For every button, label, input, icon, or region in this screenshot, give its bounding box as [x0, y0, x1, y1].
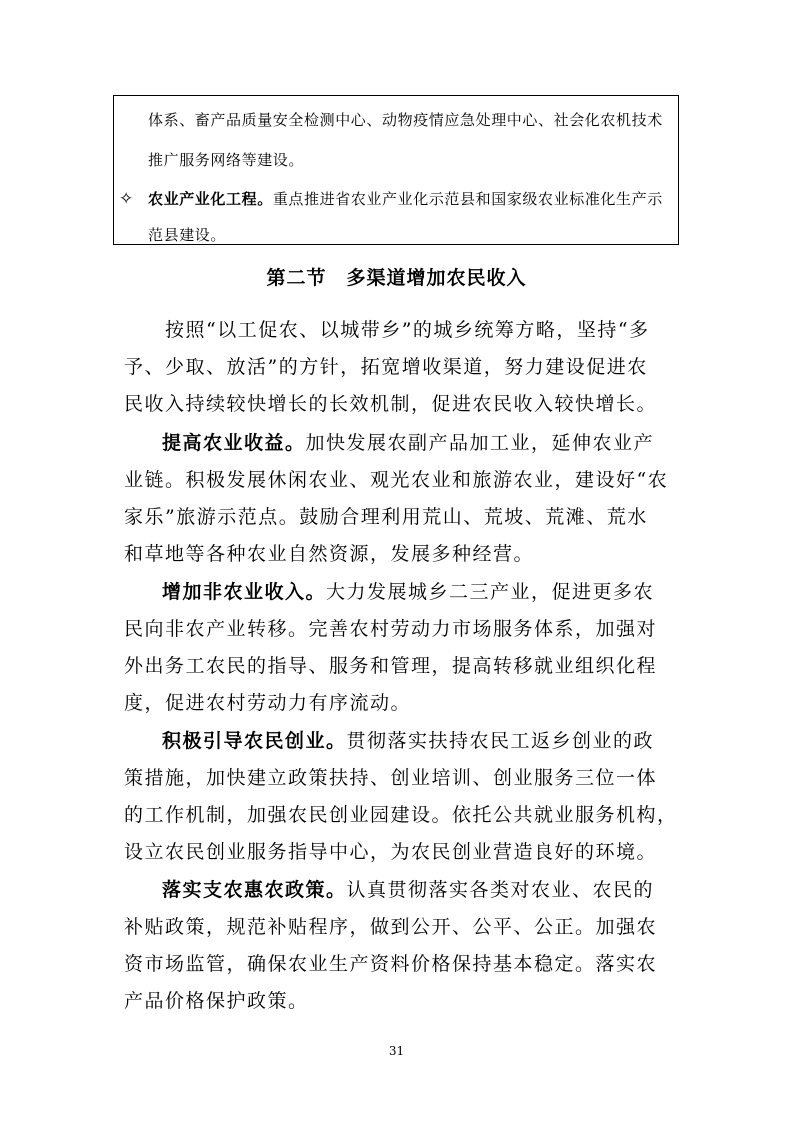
text-line: 度，促进农村劳动力有序流动。 — [124, 692, 412, 714]
paragraph-text: 大力发展城乡二三产业，促进更多农 — [326, 581, 655, 603]
paragraph-heading: 落实支农惠农政策。 — [162, 879, 347, 901]
text-line: 和草地等各种农业自然资源，发展多种经营。 — [124, 543, 535, 565]
text-line: 予、少取、放活”的方针，拓宽增收渠道，努力建设促进农 — [124, 356, 648, 378]
paragraph-heading: 增加非农业收入。 — [162, 581, 327, 603]
text-line: 家乐”旅游示范点。鼓励合理利用荒山、荒坡、荒滩、荒水 — [124, 506, 648, 528]
paragraph-text: 贯彻落实扶持农民工返乡创业的政 — [346, 730, 655, 752]
paragraph-heading: 提高农业收益。 — [162, 432, 306, 454]
paragraph-first-line — [162, 431, 654, 455]
text-line: 民向非农产业转移。完善农村劳动力市场服务体系，加强对 — [124, 618, 658, 640]
text-line: 的工作机制，加强农民创业园建设。依托公共就业服务机构， — [124, 804, 678, 826]
text-line: 资市场监管，确保农业生产资料价格保持基本稳定。落实农 — [124, 953, 658, 975]
diamond-bullet-icon: ✧ — [119, 189, 134, 209]
paragraph-heading: 积极引导农民创业。 — [162, 730, 347, 752]
text-line: 产品价格保护政策。 — [124, 990, 309, 1012]
box-item-text: 重点推进省农业产业化示范县和国家级农业标准化生产示 — [272, 190, 663, 208]
text-line: 按照“以工促农、以城带乡”的城乡统筹方略，坚持“多 — [124, 319, 650, 341]
text-line: 补贴政策，规范补贴程序，做到公开、公平、公正。加强农 — [124, 916, 658, 938]
paragraph-first-line — [162, 729, 654, 753]
section-title: 第二节 多渠道增加农民收入 — [266, 267, 527, 289]
text-line: 民收入持续较快增长的长效机制，促进农民收入较快增长。 — [124, 393, 658, 415]
paragraph-first-line — [162, 878, 654, 902]
project-box — [113, 95, 679, 245]
box-text-line: 范县建设。 — [148, 226, 227, 244]
paragraph-first-line — [162, 580, 654, 604]
paragraph-text: 加快发展农副产品加工业，延伸农业产 — [305, 432, 655, 454]
text-line: 设立农民创业服务指导中心，为农民创业营造良好的环境。 — [124, 841, 658, 863]
box-text-line: 推广服务网络等建设。 — [148, 151, 305, 169]
box-item-title: 农业产业化工程。 — [148, 190, 273, 208]
page-number: 31 — [388, 1044, 405, 1058]
text-line: 业链。积极发展休闲农业、观光农业和旅游农业，建设好“农 — [124, 469, 669, 491]
text-line: 策措施，加快建立政策扶持、创业培训、创业服务三位一体 — [124, 767, 658, 789]
text-line: 外出务工农民的指导、服务和管理，提高转移就业组织化程 — [124, 655, 658, 677]
box-text-line: 体系、畜产品质量安全检测中心、动物疫情应急处理中心、社会化农机技术 — [148, 111, 663, 129]
box-item-line — [148, 190, 663, 208]
paragraph-text: 认真贯彻落实各类对农业、农民的 — [346, 879, 655, 901]
